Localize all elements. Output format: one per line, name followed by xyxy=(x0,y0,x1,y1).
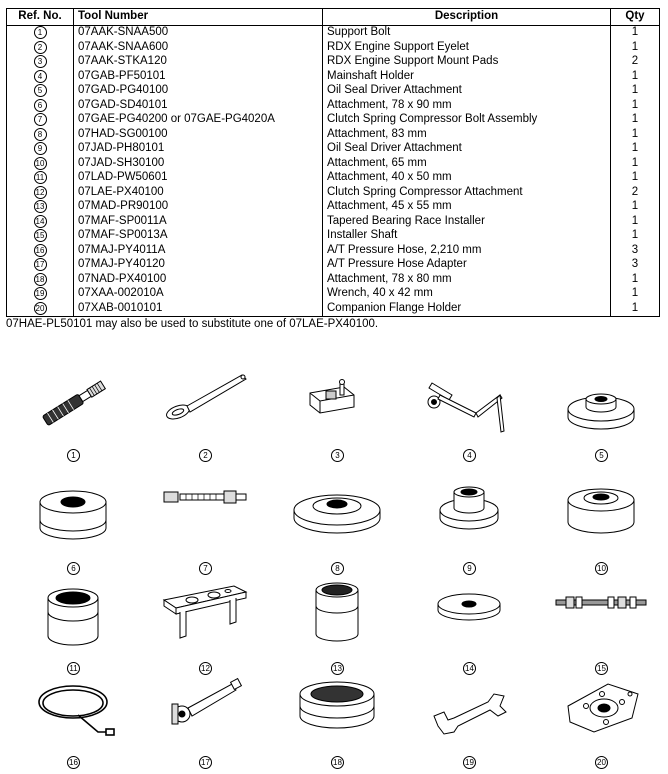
figure-number-6: 6 xyxy=(67,562,80,575)
qty-cell: 1 xyxy=(611,142,660,157)
header-description: Description xyxy=(323,9,611,26)
ref-no-badge: 2 xyxy=(34,41,47,54)
qty-cell: 1 xyxy=(611,287,660,302)
ref-no-badge: 1 xyxy=(34,26,47,39)
figure-14 xyxy=(414,578,524,678)
header-qty: Qty xyxy=(611,9,660,26)
table-header-row xyxy=(7,9,660,26)
table-row xyxy=(7,142,660,157)
figure-19 xyxy=(414,672,524,772)
ref-no-badge: 10 xyxy=(34,157,47,170)
ref-no-badge: 19 xyxy=(34,287,47,300)
figure-number-9: 9 xyxy=(463,562,476,575)
table-row xyxy=(7,215,660,230)
ref-no-badge: 5 xyxy=(34,84,47,97)
attachment-disc-icon xyxy=(282,478,392,553)
description-cell: Oil Seal Driver Attachment xyxy=(323,142,611,157)
table-row xyxy=(7,273,660,288)
ref-no-badge: 4 xyxy=(34,70,47,83)
figure-number-13: 13 xyxy=(331,662,344,675)
figure-number-5: 5 xyxy=(595,449,608,462)
figure-number-17: 17 xyxy=(199,756,212,769)
description-cell: Clutch Spring Compressor Attachment xyxy=(323,186,611,201)
tool-number-cell: 07LAD-PW50601 xyxy=(74,171,323,186)
figure-17 xyxy=(150,672,260,772)
table-row xyxy=(7,41,660,56)
tool-number-cell: 07GAB-PF50101 xyxy=(74,70,323,85)
ref-no-cell xyxy=(7,26,74,41)
qty-cell: 1 xyxy=(611,128,660,143)
ref-no-badge: 11 xyxy=(34,171,47,184)
figure-3 xyxy=(282,365,392,465)
ref-no-cell xyxy=(7,99,74,114)
ref-no-cell xyxy=(7,128,74,143)
qty-cell: 1 xyxy=(611,302,660,317)
description-cell: Attachment, 78 x 80 mm xyxy=(323,273,611,288)
attachment-65-icon xyxy=(546,478,656,553)
tool-number-cell: 07JAD-PH80101 xyxy=(74,142,323,157)
attachment-ring-icon xyxy=(18,478,128,553)
mount-pad-icon xyxy=(282,365,392,440)
table-row xyxy=(7,55,660,70)
tool-number-cell: 07MAD-PR90100 xyxy=(74,200,323,215)
figure-13 xyxy=(282,578,392,678)
qty-cell: 1 xyxy=(611,84,660,99)
qty-cell: 1 xyxy=(611,215,660,230)
ref-no-badge: 20 xyxy=(34,302,47,315)
ref-no-cell xyxy=(7,55,74,70)
description-cell: Wrench, 40 x 42 mm xyxy=(323,287,611,302)
table-row xyxy=(7,26,660,41)
installer-shaft-icon xyxy=(546,578,656,653)
figure-2 xyxy=(150,365,260,465)
special-tools-table xyxy=(6,8,660,317)
ref-no-badge: 12 xyxy=(34,186,47,199)
figure-18 xyxy=(282,672,392,772)
ref-no-badge: 15 xyxy=(34,229,47,242)
description-cell: Clutch Spring Compressor Bolt Assembly xyxy=(323,113,611,128)
oil-seal-driver-attachment-icon xyxy=(414,478,524,553)
tool-number-cell: 07AAK-SNAA600 xyxy=(74,41,323,56)
figure-number-1: 1 xyxy=(67,449,80,462)
ref-no-cell xyxy=(7,113,74,128)
ref-no-cell xyxy=(7,215,74,230)
figure-15 xyxy=(546,578,656,678)
ref-no-cell xyxy=(7,287,74,302)
figure-4 xyxy=(414,365,524,465)
tool-number-cell: 07JAD-SH30100 xyxy=(74,157,323,172)
description-cell: Attachment, 45 x 55 mm xyxy=(323,200,611,215)
figure-20 xyxy=(546,672,656,772)
ref-no-cell xyxy=(7,200,74,215)
description-cell: Attachment, 78 x 90 mm xyxy=(323,99,611,114)
figure-10 xyxy=(546,478,656,578)
table-row xyxy=(7,302,660,317)
table-row xyxy=(7,84,660,99)
figure-number-8: 8 xyxy=(331,562,344,575)
qty-cell: 3 xyxy=(611,258,660,273)
attachment-large-disc-icon xyxy=(282,672,392,747)
ref-no-badge: 9 xyxy=(34,142,47,155)
qty-cell: 1 xyxy=(611,229,660,244)
ref-no-cell xyxy=(7,171,74,186)
qty-cell: 1 xyxy=(611,200,660,215)
tool-number-cell: 07GAE-PG40200 or 07GAE-PG4020A xyxy=(74,113,323,128)
description-cell: Support Bolt xyxy=(323,26,611,41)
table-row xyxy=(7,229,660,244)
figure-12 xyxy=(150,578,260,678)
ref-no-cell xyxy=(7,70,74,85)
oil-seal-driver-icon xyxy=(546,365,656,440)
figure-number-2: 2 xyxy=(199,449,212,462)
qty-cell: 1 xyxy=(611,99,660,114)
figure-number-4: 4 xyxy=(463,449,476,462)
compressor-bolt-icon xyxy=(150,478,260,553)
description-cell: RDX Engine Support Mount Pads xyxy=(323,55,611,70)
qty-cell: 1 xyxy=(611,70,660,85)
tool-number-cell: 07MAF-SP0011A xyxy=(74,215,323,230)
tool-number-cell: 07MAJ-PY4011A xyxy=(74,244,323,259)
qty-cell: 1 xyxy=(611,171,660,186)
figure-number-11: 11 xyxy=(67,662,80,675)
tool-number-cell: 07AAK-SNAA500 xyxy=(74,26,323,41)
figure-number-12: 12 xyxy=(199,662,212,675)
figure-6 xyxy=(18,478,128,578)
ref-no-cell xyxy=(7,229,74,244)
qty-cell: 1 xyxy=(611,157,660,172)
figure-16 xyxy=(18,672,128,772)
support-bolt-icon xyxy=(18,365,128,440)
description-cell: Mainshaft Holder xyxy=(323,70,611,85)
figure-number-3: 3 xyxy=(331,449,344,462)
hose-adapter-icon xyxy=(150,672,260,747)
wrench-icon xyxy=(414,672,524,747)
qty-cell: 2 xyxy=(611,55,660,70)
substitution-note: 07HAE-PL50101 may also be used to substitute one of 07LAE-PX40100. xyxy=(6,318,379,330)
mainshaft-holder-icon xyxy=(414,365,524,440)
header-ref-no: Ref. No. xyxy=(7,9,74,26)
table-row xyxy=(7,244,660,259)
ref-no-badge: 18 xyxy=(34,273,47,286)
ref-no-badge: 6 xyxy=(34,99,47,112)
ref-no-badge: 13 xyxy=(34,200,47,213)
tool-number-cell: 07LAE-PX40100 xyxy=(74,186,323,201)
qty-cell: 1 xyxy=(611,41,660,56)
figure-1 xyxy=(18,365,128,465)
figure-number-19: 19 xyxy=(463,756,476,769)
figure-11 xyxy=(18,578,128,678)
ref-no-cell xyxy=(7,84,74,99)
description-cell: A/T Pressure Hose, 2,210 mm xyxy=(323,244,611,259)
qty-cell: 2 xyxy=(611,186,660,201)
table-row xyxy=(7,113,660,128)
flange-holder-icon xyxy=(546,672,656,747)
attachment-cup-icon xyxy=(282,578,392,653)
clutch-spring-compressor-icon xyxy=(150,578,260,653)
description-cell: Oil Seal Driver Attachment xyxy=(323,84,611,99)
description-cell: RDX Engine Support Eyelet xyxy=(323,41,611,56)
tool-number-cell: 07XAA-002010A xyxy=(74,287,323,302)
ref-no-cell xyxy=(7,244,74,259)
figure-number-20: 20 xyxy=(595,756,608,769)
tool-number-cell: 07GAD-SD40101 xyxy=(74,99,323,114)
table-row xyxy=(7,258,660,273)
ref-no-cell xyxy=(7,258,74,273)
qty-cell: 1 xyxy=(611,273,660,288)
figure-8 xyxy=(282,478,392,578)
table-row xyxy=(7,287,660,302)
tool-number-cell: 07GAD-PG40100 xyxy=(74,84,323,99)
tool-number-cell: 07MAF-SP0013A xyxy=(74,229,323,244)
header-tool-number: Tool Number xyxy=(74,9,323,26)
ref-no-badge: 16 xyxy=(34,244,47,257)
figure-number-7: 7 xyxy=(199,562,212,575)
description-cell: A/T Pressure Hose Adapter xyxy=(323,258,611,273)
description-cell: Attachment, 40 x 50 mm xyxy=(323,171,611,186)
table-row xyxy=(7,186,660,201)
description-cell: Installer Shaft xyxy=(323,229,611,244)
tool-number-cell: 07MAJ-PY40120 xyxy=(74,258,323,273)
tool-number-cell: 07HAD-SG00100 xyxy=(74,128,323,143)
ref-no-cell xyxy=(7,302,74,317)
ref-no-badge: 8 xyxy=(34,128,47,141)
ref-no-badge: 7 xyxy=(34,113,47,126)
table-row xyxy=(7,128,660,143)
figure-5 xyxy=(546,365,656,465)
qty-cell: 1 xyxy=(611,113,660,128)
tool-number-cell: 07NAD-PX40100 xyxy=(74,273,323,288)
ref-no-cell xyxy=(7,142,74,157)
attachment-cylinder-icon xyxy=(18,578,128,653)
description-cell: Attachment, 65 mm xyxy=(323,157,611,172)
figure-number-10: 10 xyxy=(595,562,608,575)
support-eyelet-icon xyxy=(150,365,260,440)
ref-no-cell xyxy=(7,273,74,288)
figure-number-18: 18 xyxy=(331,756,344,769)
description-cell: Tapered Bearing Race Installer xyxy=(323,215,611,230)
figure-9 xyxy=(414,478,524,578)
ref-no-badge: 14 xyxy=(34,215,47,228)
figure-number-16: 16 xyxy=(67,756,80,769)
figure-number-15: 15 xyxy=(595,662,608,675)
qty-cell: 3 xyxy=(611,244,660,259)
table-row xyxy=(7,200,660,215)
tool-number-cell: 07XAB-0010101 xyxy=(74,302,323,317)
pressure-hose-icon xyxy=(18,672,128,747)
tool-number-cell: 07AAK-STKA120 xyxy=(74,55,323,70)
table-row xyxy=(7,99,660,114)
description-cell: Attachment, 83 mm xyxy=(323,128,611,143)
ref-no-badge: 17 xyxy=(34,258,47,271)
ref-no-cell xyxy=(7,41,74,56)
table-row xyxy=(7,171,660,186)
qty-cell: 1 xyxy=(611,26,660,41)
race-installer-icon xyxy=(414,578,524,653)
ref-no-cell xyxy=(7,186,74,201)
ref-no-cell xyxy=(7,157,74,172)
ref-no-badge: 3 xyxy=(34,55,47,68)
table-row xyxy=(7,70,660,85)
table-row xyxy=(7,157,660,172)
figure-7 xyxy=(150,478,260,578)
description-cell: Companion Flange Holder xyxy=(323,302,611,317)
figure-number-14: 14 xyxy=(463,662,476,675)
